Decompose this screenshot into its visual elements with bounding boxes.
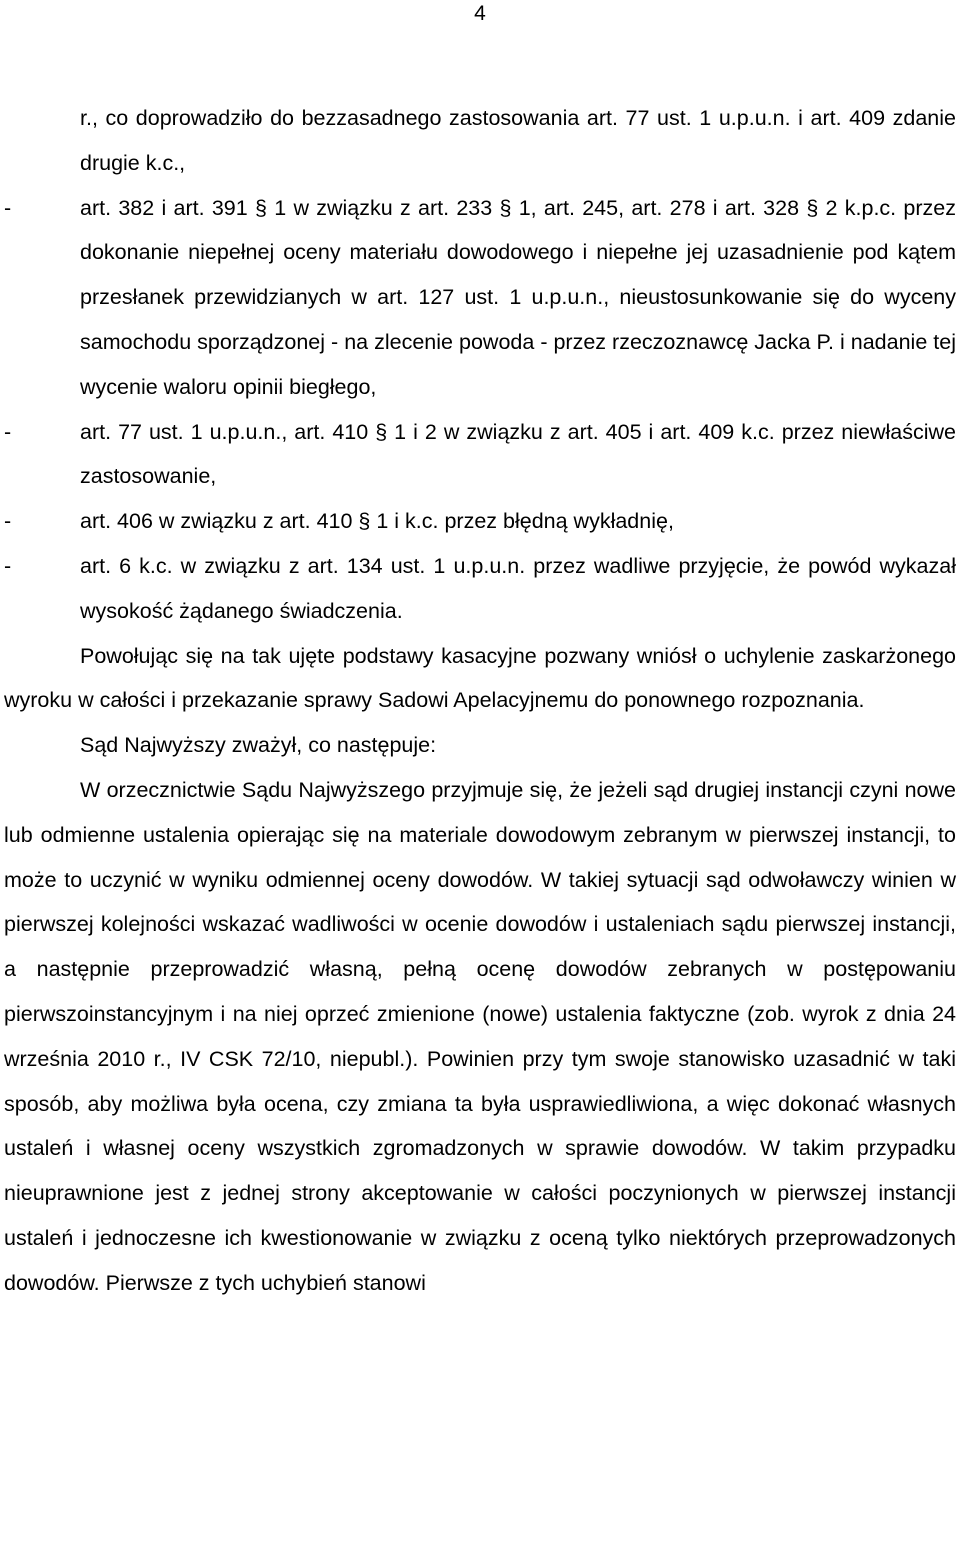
list-item-text: art. 382 i art. 391 § 1 w związku z art. 233 § 1, art. 245, art. 278 i art. 328 § 2 k.p.c. przez dokonanie niepełnej oceny materiału dowodowego i niepełne jej uzasadnienie pod kątem przesłanek przewidzianych w art. 127 ust. 1 u.p.u.n., nieustosunkowanie się do wyceny samochodu sporządzonej - na zlecenie powoda - przez rzeczoznawcę Jacka P. i nadanie tej wycenie waloru opinii biegłego,: [80, 195, 956, 399]
list-item-continuation: [4, 96, 956, 186]
list-item-text: r., co doprowadziło do bezzasadnego zastosowania art. 77 ust. 1 u.p.u.n. i art. 409 zdanie drugie k.c.,: [80, 106, 956, 175]
list-dash: -: [4, 509, 12, 534]
document-body: [4, 96, 956, 1306]
list-dash: -: [4, 419, 12, 444]
list-item: [4, 499, 956, 544]
list-item: [4, 410, 956, 500]
list-item: [4, 186, 956, 410]
list-dash: -: [4, 553, 12, 578]
section-heading: Sąd Najwyższy zważył, co następuje:: [80, 733, 437, 758]
list-item: [4, 544, 956, 634]
list-item-text: art. 406 w związku z art. 410 § 1 i k.c. przez błędną wykładnię,: [80, 509, 674, 534]
paragraph: W orzecznictwie Sądu Najwyższego przyjmuje się, że jeżeli sąd drugiej instancji czyni nowe lub odmienne ustalenia opierając się na materiale dowodowym zebranym w pierwszej instancji, to może to uczynić w wyniku odmiennej oceny dowodów. W takiej sytuacji sąd odwoławczy winien w pierwszej kolejności wskazać wadliwości w ocenie dowodów i ustaleniach sądu pierwszej instancji, a następnie przeprowadzić własną, pełną ocenę dowodów zebranych w postępowaniu pierwszoinstancyjnym i na niej oprzeć zmienione (nowe) ustalenia faktyczne (zob. wyrok z dnia 24 września 2010 r., IV CSK 72/10, niepubl.). Powinien przy tym swoje stanowisko uzasadnić w taki sposób, aby możliwa była ocena, czy zmiana ta była usprawiedliwiona, a więc dokonać własnych ustaleń i własnej oceny wszystkich zgromadzonych w sprawie dowodów. W takim przypadku nieuprawnione jest z jednej strony akceptowanie w całości poczynionych w pierwszej instancji ustaleń i jednoczesne ich kwestionowanie w związku z oceną tylko niektórych przeprowadzonych dowodów. Pierwsze z tych uchybień stanowi: [4, 777, 956, 1295]
page-number: 4: [474, 2, 486, 25]
paragraph: Powołując się na tak ujęte podstawy kasacyjne pozwany wniósł o uchylenie zaskarżonego wyroku w całości i przekazanie sprawy Sadowi Apelacyjnemu do ponownego rozpoznania.: [4, 643, 956, 713]
list-dash: -: [4, 195, 12, 220]
list-item-text: art. 6 k.c. w związku z art. 134 ust. 1 u.p.u.n. przez wadliwe przyjęcie, że powód wykazał wysokość żądanego świadczenia.: [80, 553, 956, 623]
list-item-text: art. 77 ust. 1 u.p.u.n., art. 410 § 1 i 2 w związku z art. 405 i art. 409 k.c. przez niewłaściwe zastosowanie,: [80, 419, 956, 489]
